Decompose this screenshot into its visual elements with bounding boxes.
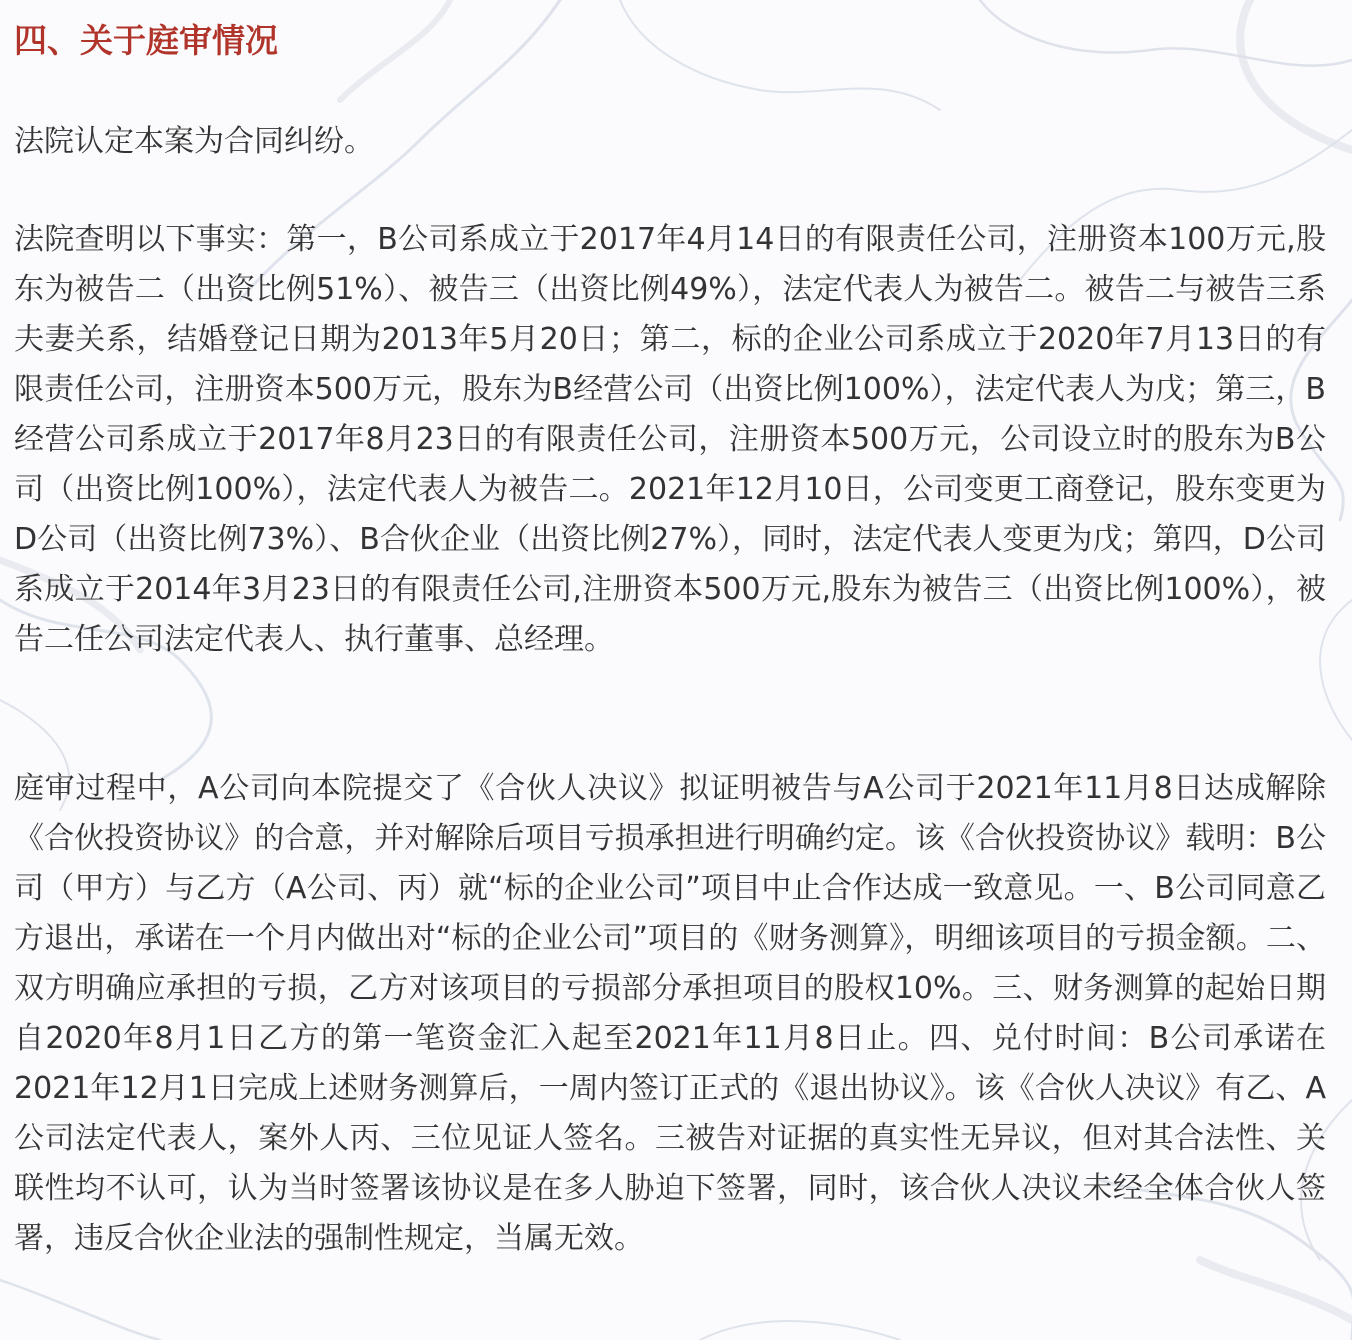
- paragraph-trial-process: 庭审过程中，A公司向本院提交了《合伙人决议》拟证明被告与A公司于2021年11月8日达成解除《合伙投资协议》的合意，并对解除后项目亏损承担进行明确约定。该《合伙投资协议》载明：B公司（甲方）与乙方（A公司、丙）就“标的企业公司”项目中止合作达成一致意见。一、B公司同意乙方退出，承诺在一个月内做出对“标的企业公司”项目的《财务测算》，明细该项目的亏损金额。二、双方明确应承担的亏损，乙方对该项目的亏损部分承担项目的股权10%。三、财务测算的起始日期自2020年8月1日乙方的第一笔资金汇入起至2021年11月8日止。四、兑付时间：B公司承诺在2021年12月1日完成上述财务测算后，一周内签订正式的《退出协议》。该《合伙人决议》有乙、A公司法定代表人，案外人丙、三位见证人签名。三被告对证据的真实性无异议，但对其合法性、关联性均不认可，认为当时签署该协议是在多人胁迫下签署，同时，该合伙人决议未经全体合伙人签署，违反合伙企业法的强制性规定，当属无效。: [14, 771, 1326, 1256]
- paragraph-case-type: 法院认定本案为合同纠纷。: [14, 124, 374, 159]
- section-heading: 四、关于庭审情况: [14, 21, 278, 60]
- paragraph-facts: 法院查明以下事实：第一，B公司系成立于2017年4月14日的有限责任公司，注册资本100万元,股东为被告二（出资比例51%）、被告三（出资比例49%），法定代表人为被告二。被告二与被告三系夫妻关系，结婚登记日期为2013年5月20日；第二，标的企业公司系成立于2020年7月13日的有限责任公司，注册资本500万元，股东为B经营公司（出资比例100%），法定代表人为戊；第三，B经营公司系成立于2017年8月23日的有限责任公司，注册资本500万元，公司设立时的股东为B公司（出资比例100%），法定代表人为被告二。2021年12月10日，公司变更工商登记，股东变更为D公司（出资比例73%）、B合伙企业（出资比例27%），同时，法定代表人变更为戊；第四，D公司系成立于2014年3月23日的有限责任公司,注册资本500万元,股东为被告三（出资比例100%），被告二任公司法定代表人、执行董事、总经理。: [14, 222, 1326, 657]
